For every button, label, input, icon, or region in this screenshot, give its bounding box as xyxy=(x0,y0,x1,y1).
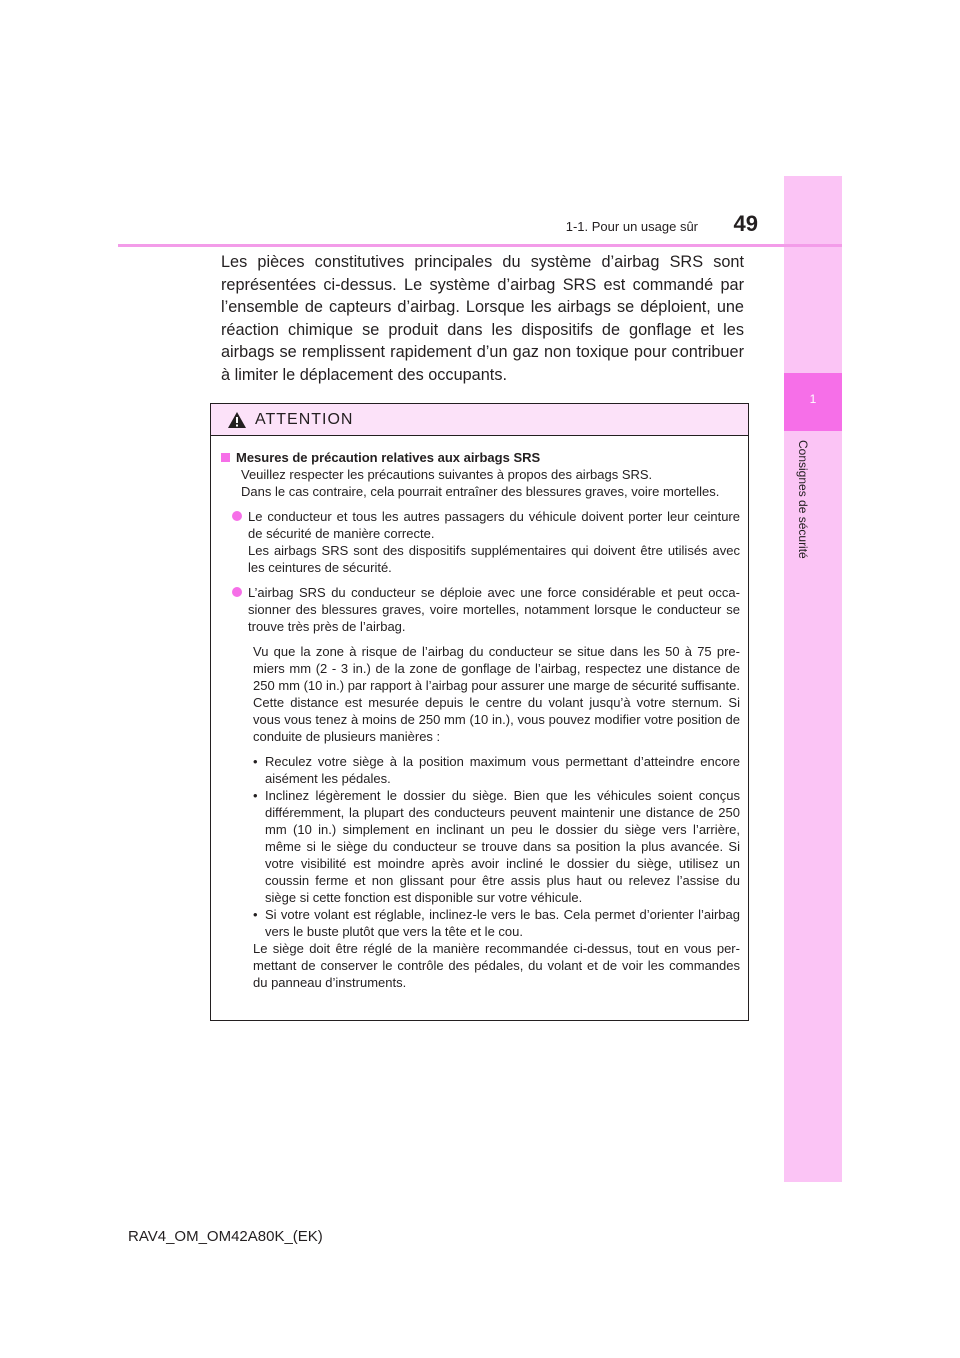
sub-list-text: Si votre volant est réglable, inclinez-le vers le bas. Cela permet d’orienter l’airbag vers le buste plutôt que vers la tête et le cou. xyxy=(265,907,740,939)
chapter-label: Consignes de sécurité xyxy=(796,440,810,559)
warning-heading-text: Mesures de précaution relatives aux airbags SRS xyxy=(236,450,541,465)
closing-paragraph: Le siège doit être réglé de la manière recommandée ci-dessus, tout en vous permettant de conserver le contrôle des pédales, du volant et de voir les commandes du panneau d’instruments. xyxy=(253,941,740,990)
header-rule xyxy=(118,244,842,247)
page-number: 49 xyxy=(733,211,758,236)
side-color-band xyxy=(784,176,842,1182)
distance-paragraph: Vu que la zone à risque de l’airbag du conducteur se situe dans les 50 à 75 premiers mm (2 - 3 in.) de la zone de gonflage de l’airbag, respectez une distance de 250 mm (10 in.) par rapport à l’airbag pour assurer une marge de sécurité suffisante. Cette distance est mesurée depuis le centre du volant jusqu’à votre sternum. Si vous vous tenez à moins de 250 mm (10 in.), vous pouvez modifier votre position de conduite de plusieurs manières : xyxy=(253,644,740,744)
warning-intro-line: Dans le cas contraire, cela pourrait entraîner des blessures graves, voire mortelles. xyxy=(241,484,720,499)
bullet-item xyxy=(219,584,740,635)
bullet-line: L’airbag SRS du conducteur se déploie avec une force considérable et peut occasionner des blessures graves, voire mortelles, notamment lorsque le conducteur se trouve très près de l’airbag. xyxy=(248,585,740,634)
sub-list-marker: • xyxy=(253,788,258,803)
section-title: 1-1. Pour un usage sûr xyxy=(565,219,698,234)
warning-header xyxy=(211,404,748,436)
warning-body xyxy=(211,436,748,991)
sub-list-item xyxy=(253,753,740,787)
square-bullet-icon xyxy=(221,453,230,462)
warning-triangle-icon xyxy=(227,411,247,429)
sub-list-item xyxy=(253,787,740,906)
bullet-item xyxy=(219,508,740,576)
document-code-footer: RAV4_OM_OM42A80K_(EK) xyxy=(128,1228,323,1245)
sub-list-marker: • xyxy=(253,754,258,769)
circle-bullet-icon xyxy=(232,511,242,521)
warning-box xyxy=(210,403,749,1021)
circle-bullet-icon xyxy=(232,587,242,597)
warning-heading xyxy=(219,449,740,466)
bullet-line: Le conducteur et tous les autres passagers du véhicule doivent porter leur ceinture de sécurité de manière correcte. xyxy=(248,509,740,541)
warning-intro-line: Veuillez respecter les précautions suivantes à propos des airbags SRS. xyxy=(241,467,653,482)
intro-paragraph: Les pièces constitutives principales du système d’airbag SRS sont représentées ci-dessus. Le système d’airbag SRS est commandé par l’ensemble de capteurs d’airbag. Lorsque les airbags se déploient, une réaction chimique se produit dans les dispositifs de gonflage et les airbags se remplissent rapidement d’un gaz non toxique pour contribuer à limiter le déplacement des occupants. xyxy=(221,253,744,384)
warning-title: ATTENTION xyxy=(255,410,354,428)
bullet-line: Les airbags SRS sont des dispositifs supplémentaires qui doivent être utilisés avec les ceintures de sécurité. xyxy=(248,543,740,575)
sub-list-text: Inclinez légèrement le dossier du siège. Bien que les véhicules soient conçus différemment, la plupart des conducteurs peuvent maintenir une distance de 250 mm (10 in.) simplement en inclinant un peu le dossier du siège vers l’arrière, même si le siège du conducteur se trouve dans sa position la plus avancée. Si votre visibilité est moindre après avoir incliné le dossier du siège, utilisez un coussin ferme et non glissant pour être assis plus haut ou relevez l’assise du siège si cette fonction est disponible sur votre véhicule. xyxy=(265,788,740,905)
chapter-number: 1 xyxy=(809,392,817,406)
sub-list-marker: • xyxy=(253,907,258,922)
sub-list-text: Reculez votre siège à la position maximum vous permettant d’atteindre encore aisément les pédales. xyxy=(265,754,740,786)
sub-list-item xyxy=(253,906,740,940)
